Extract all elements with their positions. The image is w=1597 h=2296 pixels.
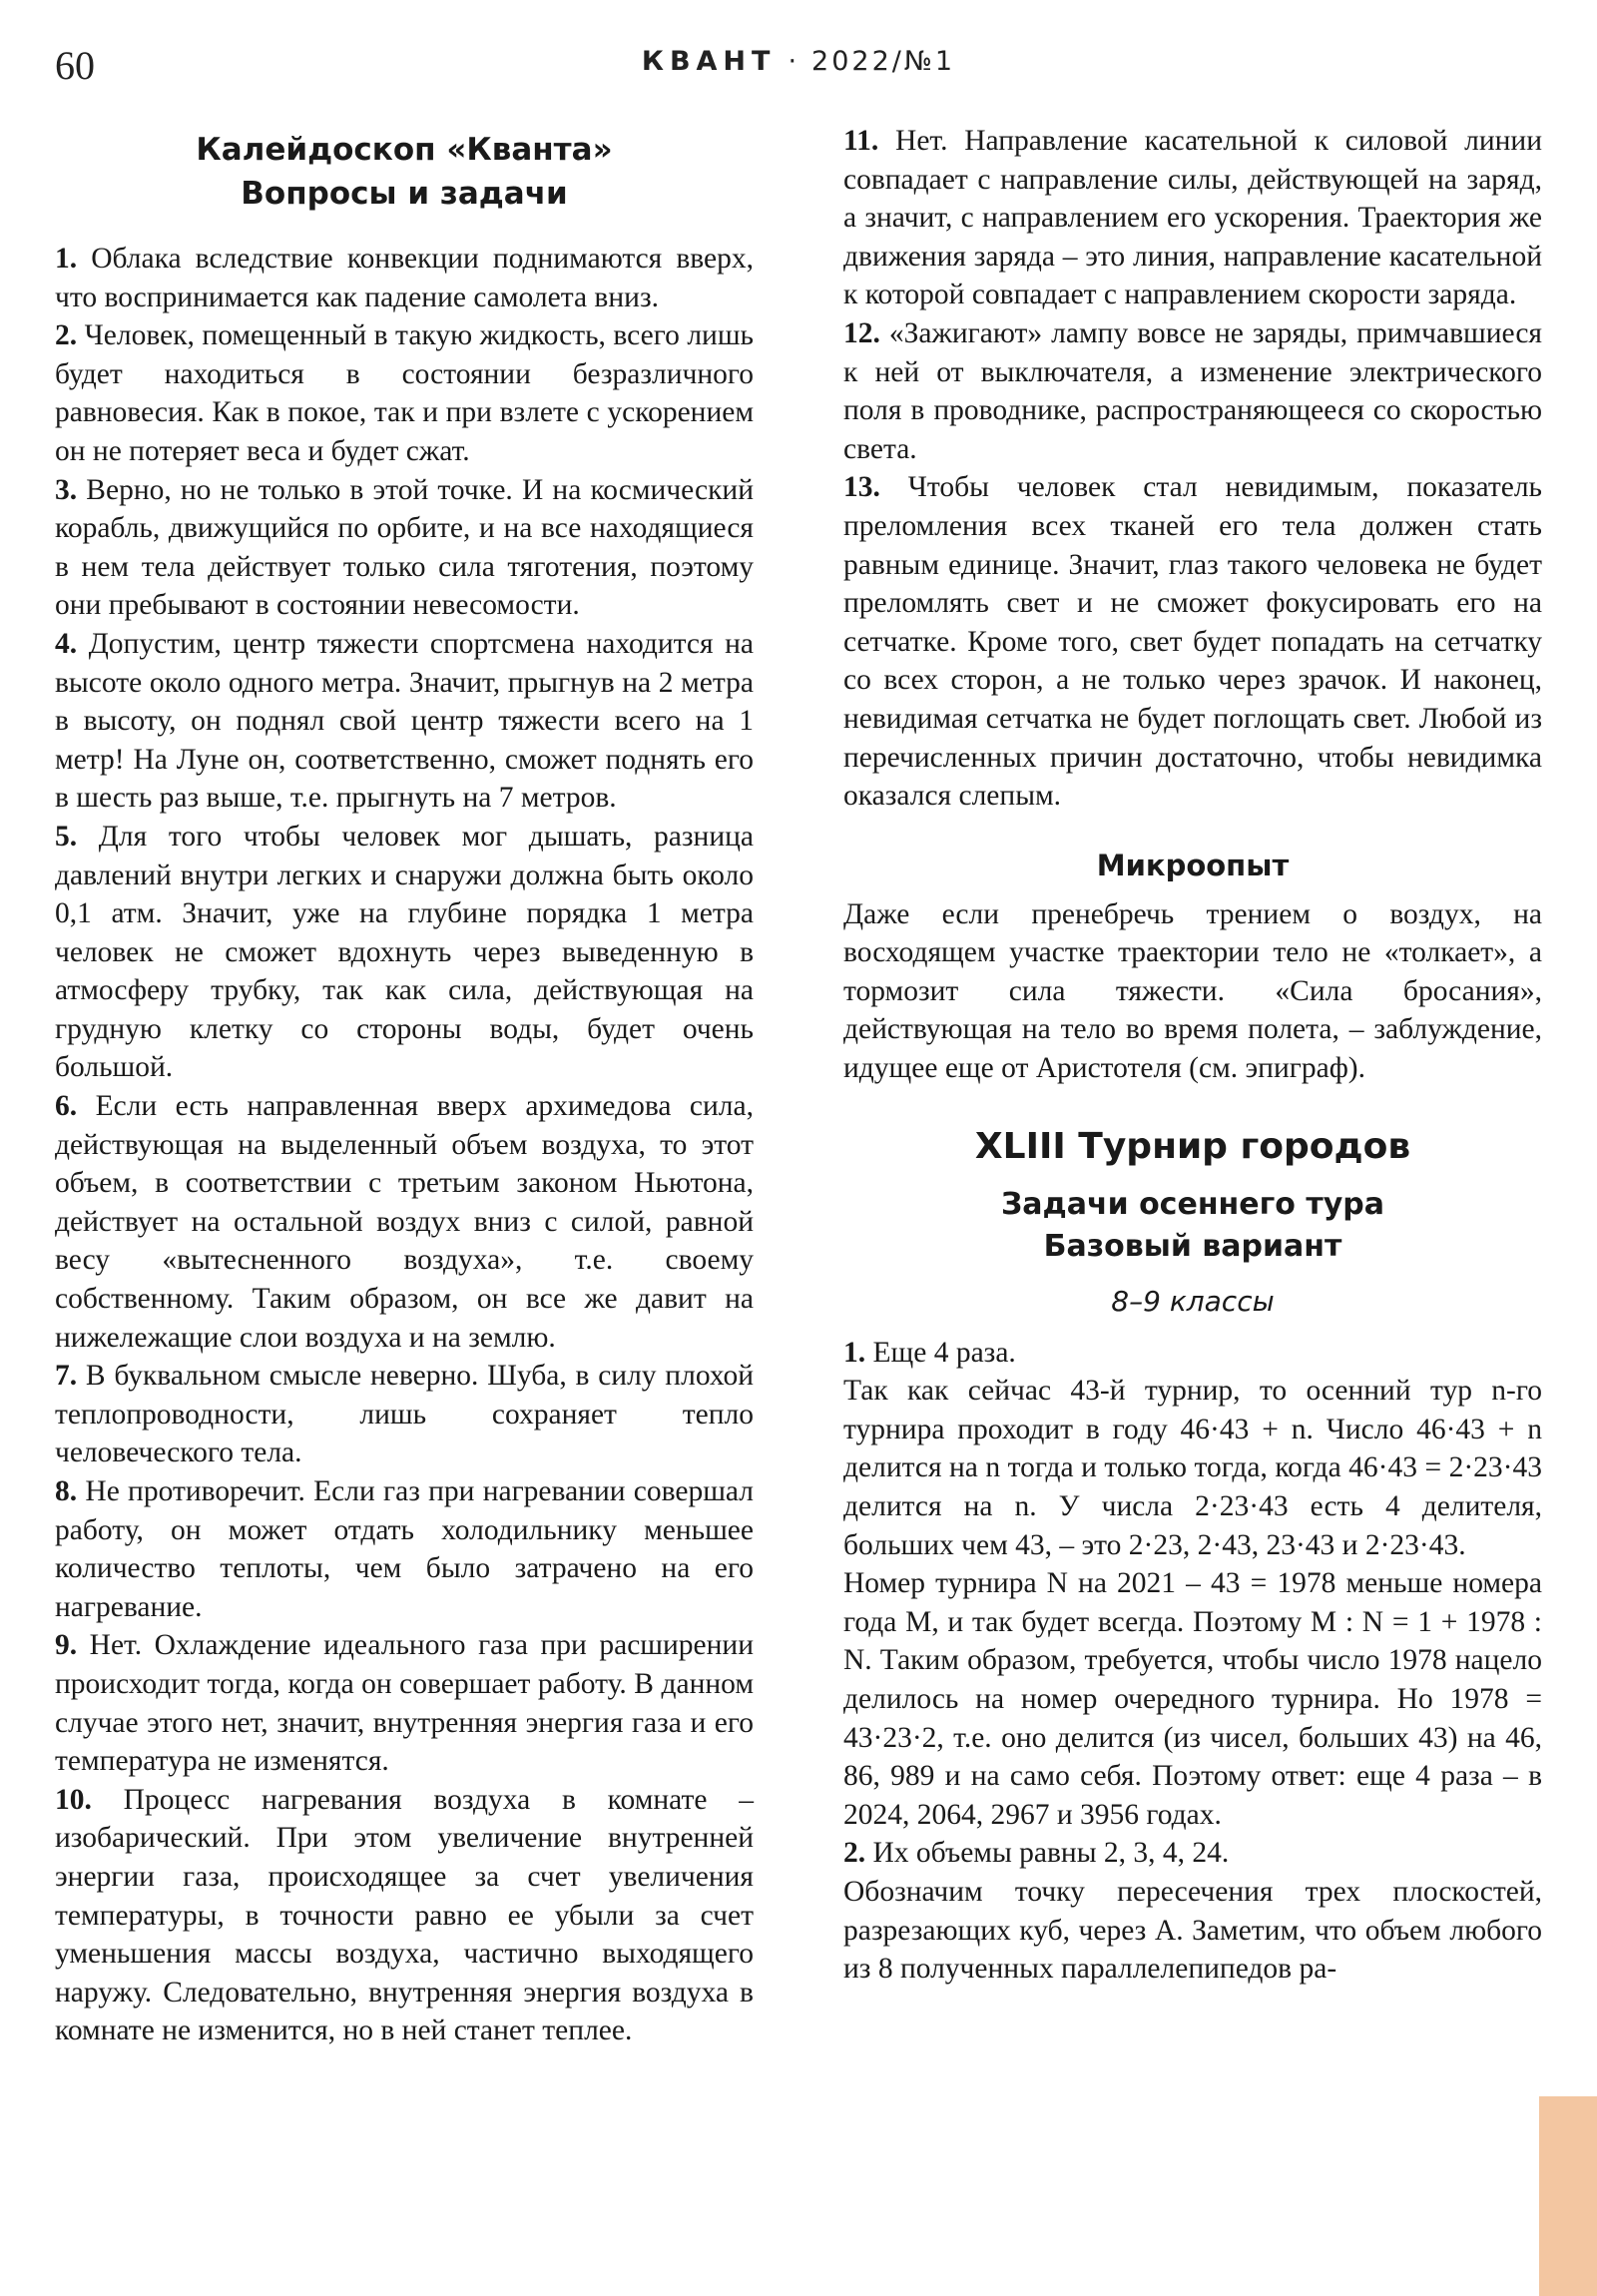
journal-name: КВАНТ bbox=[641, 46, 777, 77]
problem-number: 1. bbox=[843, 1336, 866, 1369]
answers-continued bbox=[843, 122, 1542, 816]
answer-text: Допустим, центр тяжести спортсмена находится на высоте около одного метра. Значит, прыгнув на 2 метра в высоту, он поднял свой центр тяжести всего на 1 метр! На Луне он, соответственно, сможет поднять его в шесть раз выше, т.е. прыгнуть на 7 метров. bbox=[55, 627, 754, 815]
issue-number: 2022/№1 bbox=[811, 46, 956, 77]
problem-solution: Так как сейчас 43-й турнир, то осенний тур n-го турнира проходит в году 46·43 + n. Число 46·43 + n делится на n тогда и только тогда, когда 46·43 = 2·23·43 делится на n. У числа 2·23·43 есть 4 делителя, больших чем 43, – это 2·23, 2·43, 23·43 и 2·23·43. bbox=[843, 1375, 1542, 1561]
answer-text: Нет. Охлаждение идеального газа при расширении происходит тогда, когда он совершает работу. В данном случае этого нет, значит, внутренняя энергия газа и его температура не изменятся. bbox=[55, 1629, 754, 1778]
answer-item bbox=[55, 1357, 754, 1472]
answer-item bbox=[55, 316, 754, 470]
header-separator: · bbox=[788, 46, 800, 77]
tournament-variant: Базовый вариант bbox=[1043, 1228, 1342, 1264]
left-column bbox=[55, 122, 754, 2050]
right-column bbox=[843, 122, 1542, 1989]
answer-text: Чтобы человек стал невидимым, показатель преломления всех тканей его тела должен стать равным единице. Значит, глаз такого человека не будет преломлять свет и не сможет фокусировать его на сетчатке. Кроме того, свет будет попадать на сетчатку со всех сторон, а не только через зрачок. И наконец, невидимая сетчатка не будет поглощать свет. Любой из перечисленных причин достаточно, чтобы невидимка оказался слепым. bbox=[843, 471, 1543, 813]
answer-text: Процесс нагревания воздуха в комнате – изобарический. При этом увеличение внутренней энергии газа, происходящее за счет увеличения температуры, в точности равно ее убыли за счет уменьшения массы воздуха, частично выходящего наружу. Следовательно, внутренняя энергия воздуха в комнате не изменится, но в ней станет теплее. bbox=[55, 1783, 755, 2047]
answer-number: 2. bbox=[55, 319, 78, 352]
answer-number: 11. bbox=[843, 125, 879, 157]
problem-answer bbox=[843, 1334, 1542, 1373]
answer-item bbox=[55, 818, 754, 1087]
answer-item bbox=[843, 122, 1542, 314]
page-number: 60 bbox=[55, 43, 95, 88]
answer-text: Облака вследствие конвекции поднимаются вверх, что воспринимается как падение самолета вниз. bbox=[55, 243, 754, 313]
tournament-subtitle: Задачи осеннего тура bbox=[1000, 1186, 1385, 1222]
answer-number: 6. bbox=[55, 1090, 78, 1123]
answer-item bbox=[55, 471, 754, 625]
answer-number: 4. bbox=[55, 627, 78, 660]
answer-item bbox=[55, 1626, 754, 1780]
answer-number: 3. bbox=[55, 473, 78, 506]
problem-number: 2. bbox=[843, 1837, 866, 1870]
answer-text: Не противоречит. Если газ при нагревании совершал работу, он может отдать холодильнику меньшее количество теплоты, чем было затрачено на его нагревание. bbox=[55, 1475, 755, 1623]
problem-solution: Обозначим точку пересечения трех плоскостей, разрезающих куб, через A. Заметим, что объем любого из 8 полученных параллелепипедов ра- bbox=[843, 1875, 1542, 1986]
answer-text: «Зажигают» лампу вовсе не заряды, примчавшиеся к ней от выключателя, а изменение электрического поля в проводнике, распространяющееся со скоростью света. bbox=[843, 316, 1543, 465]
page-corner-tab bbox=[1539, 2096, 1597, 2296]
answer-item bbox=[55, 625, 754, 818]
problem-solution: Номер турнира N на 2021 – 43 = 1978 меньше номера года M, и так будет всегда. Поэтому M : N = 1 + 1978 : N. Таким образом, требуется, чтобы число 1978 нацело делилось на номер очередного турнира. Но 1978 = 43·23·2, т.е. оно делится (из чисел, больших 43) на 46, 86, 989 и на само себя. Поэтому ответ: еще 4 раза – в 2024, 2064, 2967 и 3956 годах. bbox=[843, 1567, 1542, 1831]
answer-text: В буквальном смысле неверно. Шуба, в силу плохой теплопроводности, лишь сохраняет тепло человеческого тела. bbox=[55, 1360, 754, 1469]
grades-label: 8–9 классы bbox=[1111, 1284, 1275, 1318]
problem-answer-text: Их объемы равны 2, 3, 4, 24. bbox=[872, 1837, 1230, 1870]
answer-number: 7. bbox=[55, 1360, 78, 1393]
problem-answer bbox=[843, 1834, 1542, 1873]
answer-number: 12. bbox=[843, 316, 880, 349]
microexperiment-text: Даже если пренебречь трением о воздух, на восходящем участке траектории тело не «толкает», а тормозит сила тяжести. «Сила бросания», действующая на тело во время полета, – заблуждение, идущее еще от Аристотеля (см. эпиграф). bbox=[843, 897, 1542, 1085]
answer-number: 13. bbox=[843, 471, 880, 504]
answer-number: 5. bbox=[55, 820, 78, 853]
answer-text: Для того чтобы человек мог дышать, разница давлений внутри легких и снаружи должна быть около 0,1 атм. Значит, уже на глубине порядка 1 метра человек не сможет вдохнуть через выведенную в атмосферу трубку, так как сила, действующая на грудную клетку со стороны воды, будет очень большой. bbox=[55, 820, 754, 1084]
kaleidoscope-title: Калейдоскоп «Кванта» bbox=[196, 132, 613, 168]
answer-number: 10. bbox=[55, 1783, 92, 1816]
tournament-title: XLIII Турнир городов bbox=[974, 1125, 1411, 1167]
answer-item bbox=[55, 1472, 754, 1626]
answer-item bbox=[843, 468, 1542, 815]
answer-text: Человек, помещенный в такую жидкость, всего лишь будет находиться в состоянии безразличного равновесия. Как в покое, так и при взлете с ускорением он не потеряет веса и будет сжат. bbox=[55, 319, 755, 467]
answer-number: 9. bbox=[55, 1629, 78, 1662]
answer-number: 8. bbox=[55, 1475, 78, 1507]
answer-number: 1. bbox=[55, 243, 78, 275]
running-head bbox=[0, 46, 1597, 77]
answer-item bbox=[55, 240, 754, 316]
answer-text: Если есть направленная вверх архимедова сила, действующая на выделенный объем воздуха, то этот объем, в соответствии с третьим законом Ньютона, действует на остальной воздух вниз с силой, равной весу «вытесненного воздуха», т.е. своему собственному. Таким образом, он все же давит на нижележащие слои воздуха и на землю. bbox=[55, 1090, 754, 1354]
answer-item bbox=[55, 1087, 754, 1357]
answer-text: Верно, но не только в этой точке. И на космический корабль, движущийся по орбите, и на все находящиеся в нем тела действует только сила тяготения, поэтому они пребывают в состоянии невесомости. bbox=[55, 473, 754, 622]
answer-item bbox=[843, 314, 1542, 468]
answer-text: Нет. Направление касательной к силовой линии совпадает с направление силы, действующей на заряд, а значит, с направлением его ускорения. Траектория же движения заряда – это линия, направление касательной к которой совпадает с направлением скорости заряда. bbox=[843, 125, 1542, 311]
kaleidoscope-subtitle: Вопросы и задачи bbox=[241, 176, 568, 212]
answer-item bbox=[55, 1781, 754, 2050]
microexperiment-title: Микроопыт bbox=[1096, 848, 1290, 882]
problem-answer-text: Еще 4 раза. bbox=[872, 1336, 1016, 1369]
